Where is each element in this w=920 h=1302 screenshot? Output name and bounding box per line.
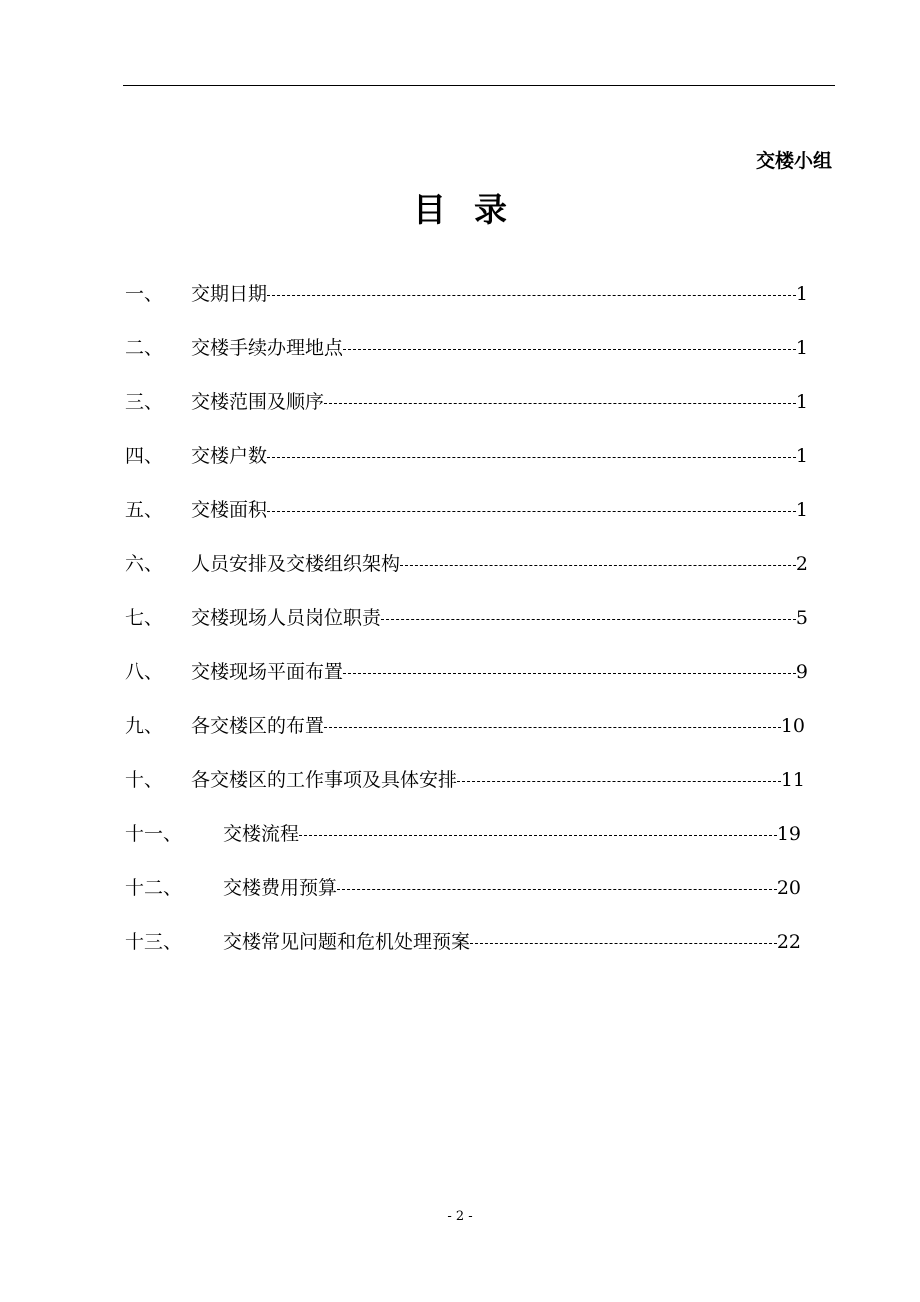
toc-entry-number: 九、 — [125, 715, 164, 737]
toc-entry-text: 交楼手续办理地点 — [191, 337, 344, 359]
toc-entry-page: 1 — [795, 445, 808, 467]
toc-entry-number: 六、 — [125, 553, 164, 575]
group-label: 交楼小组 — [755, 150, 832, 172]
toc-entry-page: 10 — [780, 715, 805, 737]
toc-entry-text: 人员安排及交楼组织架构 — [191, 553, 401, 575]
toc-entry-leader — [267, 442, 796, 470]
toc-entry-3[interactable] — [125, 388, 808, 416]
toc-entry-13[interactable] — [125, 928, 801, 956]
toc-entry-4[interactable] — [125, 442, 808, 470]
toc-entry-12[interactable] — [125, 874, 801, 902]
toc-entry-text: 交楼费用预算 — [223, 877, 338, 899]
toc-entry-number: 一、 — [125, 283, 164, 305]
toc-entry-page: 9 — [795, 661, 808, 683]
toc-entry-number: 八、 — [125, 661, 164, 683]
toc-entry-number: 二、 — [125, 337, 164, 359]
toc-entry-text: 交楼常见问题和危机处理预案 — [223, 931, 471, 953]
toc-entry-leader — [299, 820, 777, 848]
toc-entry-page: 22 — [776, 931, 801, 953]
toc-entry-9[interactable] — [125, 712, 805, 740]
toc-entry-leader — [400, 550, 796, 578]
toc-entry-6[interactable] — [125, 550, 808, 578]
toc-entry-number: 三、 — [125, 391, 164, 413]
toc-entry-number: 十一、 — [125, 823, 183, 845]
toc-entry-leader — [267, 496, 796, 524]
toc-entry-1[interactable] — [125, 280, 808, 308]
toc-entry-page: 1 — [795, 391, 808, 413]
toc-entry-text: 交期日期 — [191, 283, 268, 305]
toc-title: 目录 — [413, 190, 535, 229]
toc-entry-leader — [470, 928, 777, 956]
toc-entry-number: 十三、 — [125, 931, 183, 953]
toc-entry-leader — [343, 334, 796, 362]
toc-entry-leader — [324, 388, 796, 416]
toc-entry-page: 5 — [795, 607, 808, 629]
toc-entry-number: 七、 — [125, 607, 164, 629]
toc-entry-page: 1 — [795, 499, 808, 521]
toc-entry-page: 11 — [780, 769, 805, 791]
toc-entry-leader — [343, 658, 796, 686]
toc-entry-number: 五、 — [125, 499, 164, 521]
toc-entry-page: 2 — [795, 553, 808, 575]
toc-entry-page: 19 — [776, 823, 801, 845]
toc-entry-2[interactable] — [125, 334, 808, 362]
toc-entry-text: 交楼户数 — [191, 445, 268, 467]
toc-entry-11[interactable] — [125, 820, 801, 848]
toc-entry-page: 20 — [776, 877, 801, 899]
toc-entry-leader — [337, 874, 777, 902]
toc-entry-text: 交楼面积 — [191, 499, 268, 521]
toc-entry-leader — [381, 604, 796, 632]
toc-entry-leader — [457, 766, 781, 794]
toc-entry-10[interactable] — [125, 766, 805, 794]
toc-entry-5[interactable] — [125, 496, 808, 524]
toc-entry-7[interactable] — [125, 604, 808, 632]
toc-entry-text: 交楼流程 — [223, 823, 300, 845]
header-rule — [123, 85, 835, 86]
toc-entry-number: 十二、 — [125, 877, 183, 899]
toc-entry-text: 交楼范围及顺序 — [191, 391, 325, 413]
toc-entry-text: 交楼现场人员岗位职责 — [191, 607, 382, 629]
toc-entry-number: 十、 — [125, 769, 164, 791]
toc-entry-page: 1 — [795, 283, 808, 305]
toc-entry-leader — [324, 712, 781, 740]
toc-entry-text: 各交楼区的工作事项及具体安排 — [191, 769, 458, 791]
toc-entry-8[interactable] — [125, 658, 808, 686]
toc-entry-page: 1 — [795, 337, 808, 359]
toc-entry-text: 各交楼区的布置 — [191, 715, 325, 737]
toc-entry-leader — [267, 280, 796, 308]
toc-entry-text: 交楼现场平面布置 — [191, 661, 344, 683]
toc-entry-number: 四、 — [125, 445, 164, 467]
page-number: - 2 - — [447, 1209, 473, 1224]
